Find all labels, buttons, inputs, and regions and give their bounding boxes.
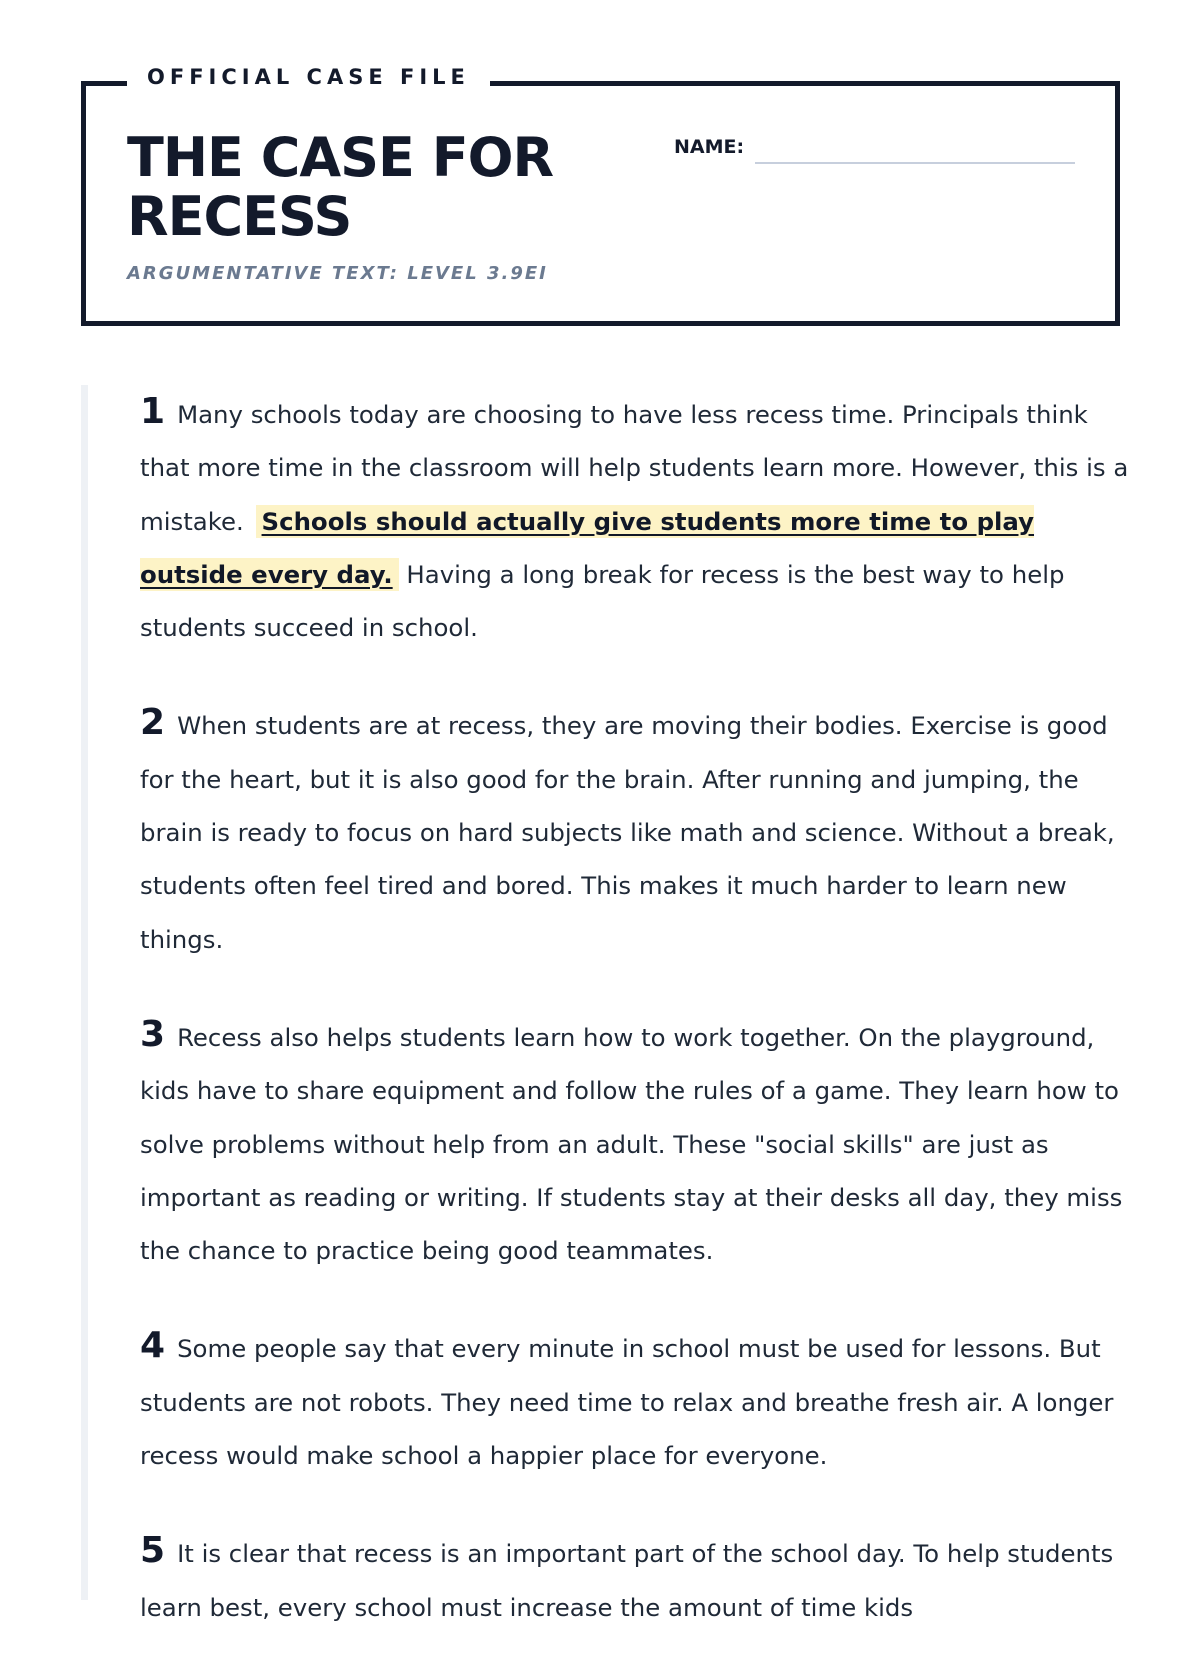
- paragraph-text: Many schools today are choosing to have less recess time. Principals think that more time in the classroom will help students learn more. However, this is a mistake.: [140, 400, 1129, 536]
- page-title: THE CASE FOR RECESS: [127, 126, 554, 248]
- paragraph-1: [140, 388, 1140, 654]
- paragraph-2: [140, 699, 1140, 965]
- paragraph-number: 3: [140, 1013, 166, 1055]
- name-field[interactable]: [755, 162, 1075, 164]
- paragraph-number: 4: [140, 1325, 166, 1367]
- paragraph-text: Having a long break for recess is the best way to help students succeed in school.: [140, 559, 1065, 643]
- paragraph-margin-bar: [81, 385, 88, 1600]
- name-label: NAME:: [674, 136, 745, 158]
- paragraph-4: [140, 1322, 1140, 1482]
- paragraph-text: When students are at recess, they are moving their bodies. Exercise is good for the heart, but it is also good for the brain. After running and jumping, the brain is ready to focus on hard subjects like math and science. Without a break, students often feel tired and bored. This makes it much harder to learn new things.: [140, 711, 1115, 954]
- paragraph-number: 2: [140, 702, 166, 744]
- paragraph-text: It is clear that recess is an important part of the school day. To help students learn best, every school must increase the amount of time kids: [140, 1539, 1114, 1622]
- article-body: [140, 388, 1140, 1679]
- text-level-subtitle: ARGUMENTATIVE TEXT: LEVEL 3.9EI: [127, 263, 548, 284]
- paragraph-text: Recess also helps students learn how to work together. On the playground, kids have to share equipment and follow the rules of a game. They learn how to solve problems without help from an adult. These "social skills" are just as important as reading or writing. If students stay at their desks all day, they miss the chance to practice being good teammates.: [140, 1022, 1123, 1266]
- paragraph-3: [140, 1011, 1140, 1277]
- paragraph-number: 1: [140, 391, 166, 432]
- paragraph-text: Some people say that every minute in school must be used for lessons. But students are not robots. They need time to relax and breathe fresh air. A longer recess would make school a happier place for everyone.: [140, 1334, 1114, 1471]
- paragraph-5: [140, 1527, 1140, 1634]
- paragraph-number: 5: [140, 1530, 166, 1572]
- highlighted-claim: Schools should actually give students more time to play outside every day.: [140, 506, 1035, 589]
- case-file-label: OFFICIAL CASE FILE: [127, 62, 490, 92]
